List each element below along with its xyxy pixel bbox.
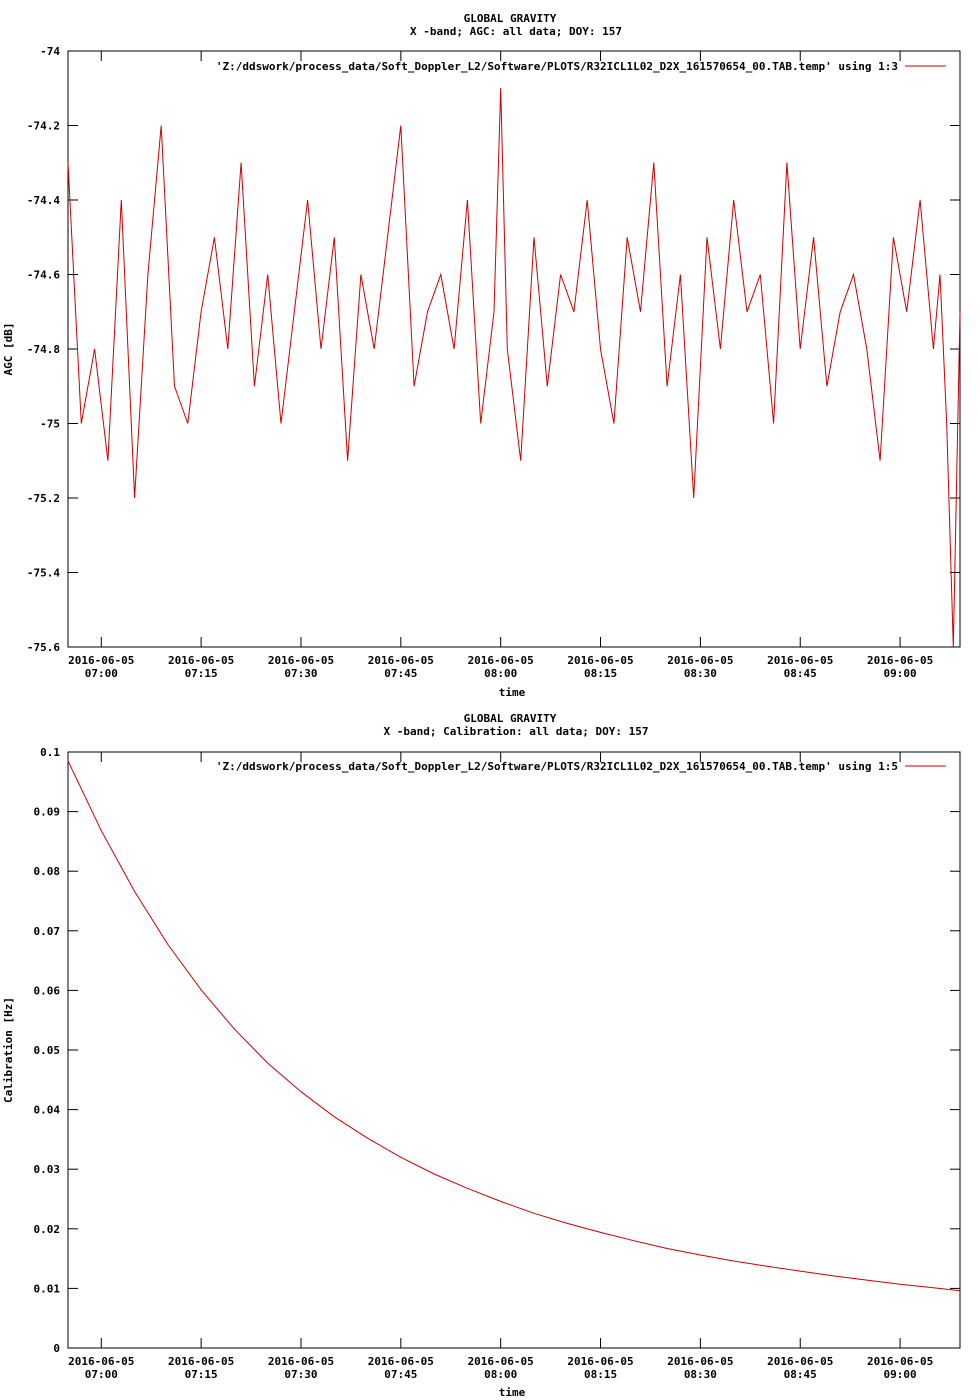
agc-x-tick-date: 2016-06-05 [467,654,534,667]
agc-y-tick-label: -74 [40,45,60,58]
calibration-x-tick-date: 2016-06-05 [267,1355,335,1368]
calibration-x-tick-time: 07:15 [184,1368,218,1381]
calibration-y-tick-label: 0.02 [33,1222,60,1236]
calibration-x-axis [68,752,933,1381]
calibration-x-tick-date: 2016-06-05 [567,1355,634,1368]
agc-y-tick-label: -74.4 [26,194,60,207]
calibration-x-tick-time: 07:30 [284,1368,318,1381]
agc-y-axis-label: AGC [dB] [2,322,15,376]
calibration-x-tick-time: 08:30 [683,1368,717,1381]
agc-y-tick-label: -75 [40,417,60,431]
calibration-x-tick-time: 07:00 [84,1368,118,1381]
calibration-y-tick-label: 0.01 [33,1282,60,1296]
calibration-x-tick-time: 08:45 [783,1368,817,1381]
agc-x-axis-label: time [498,686,526,699]
agc-x-tick-time: 07:00 [84,667,118,680]
calibration-chart-title: GLOBAL GRAVITY [463,712,557,725]
agc-x-tick-date: 2016-06-05 [68,654,135,667]
calibration-x-tick-date: 2016-06-05 [367,1355,434,1368]
calibration-y-axis-label: Calibration [Hz] [2,997,15,1103]
agc-y-tick-label: -74.6 [26,268,60,282]
calibration-x-axis-label: time [498,1386,526,1399]
agc-x-tick-time: 08:45 [783,667,817,680]
agc-y-axis [27,45,960,654]
calibration-x-tick-time: 09:00 [883,1368,917,1381]
calibration-x-tick-time: 08:15 [583,1368,618,1381]
agc-x-axis [68,51,933,680]
agc-x-tick-time: 07:45 [384,667,418,680]
calibration-x-tick-date: 2016-06-05 [767,1355,834,1368]
agc-x-tick-time: 09:00 [883,667,917,680]
calibration-y-tick-label: 0.1 [40,746,60,759]
agc-x-tick-date: 2016-06-05 [367,654,434,667]
calibration-x-tick-date: 2016-06-05 [168,1355,235,1368]
calibration-y-tick-label: 0.07 [33,924,60,938]
calibration-x-tick-date: 2016-06-05 [866,1355,934,1368]
agc-y-tick-label: -75.4 [26,566,60,580]
agc-x-tick-date: 2016-06-05 [866,654,934,667]
calibration-plot-frame [68,752,960,1348]
agc-x-tick-date: 2016-06-05 [168,654,235,667]
agc-x-tick-date: 2016-06-05 [267,654,335,667]
agc-x-tick-date: 2016-06-05 [667,654,734,667]
agc-x-tick-time: 08:30 [683,667,717,680]
calibration-y-tick-label: 0.08 [33,865,60,879]
agc-chart-subtitle: X -band; AGC: all data; DOY: 157 [410,25,622,38]
calibration-y-tick-label: 0.04 [33,1103,60,1117]
agc-chart-title: GLOBAL GRAVITY [463,12,557,25]
agc-y-tick-label: -74.8 [26,343,60,356]
calibration-y-tick-label: 0 [53,1342,60,1355]
agc-x-tick-date: 2016-06-05 [567,654,634,667]
calibration-x-tick-time: 07:45 [384,1368,418,1381]
agc-x-tick-date: 2016-06-05 [767,654,834,667]
calibration-chart [2,712,960,1399]
calibration-legend-label: 'Z:/ddswork/process_data/Soft_Doppler_L2/Software/PLOTS/R32ICL1L02_D2X_161570654_00.TAB.temp' using 1:5 [215,760,898,773]
agc-y-tick-label: -74.2 [26,119,60,133]
calibration-y-tick-label: 0.03 [33,1163,60,1177]
agc-legend-label: 'Z:/ddswork/process_data/Soft_Doppler_L2/Software/PLOTS/R32ICL1L02_D2X_161570654_00.TAB.temp' using 1:3 [215,60,898,73]
calibration-chart-subtitle: X -band; Calibration: all data; DOY: 157 [383,725,649,738]
agc-y-tick-label: -75.6 [26,641,60,654]
calibration-y-tick-label: 0.06 [33,984,60,998]
agc-x-tick-time: 07:30 [284,667,318,680]
agc-chart [2,12,960,699]
calibration-y-tick-label: 0.05 [33,1044,60,1057]
calibration-y-tick-label: 0.09 [33,805,60,819]
calibration-x-tick-date: 2016-06-05 [467,1355,534,1368]
agc-y-tick-label: -75.2 [26,492,60,505]
calibration-x-tick-date: 2016-06-05 [667,1355,734,1368]
agc-x-tick-time: 08:00 [484,667,518,680]
calibration-x-tick-date: 2016-06-05 [68,1355,135,1368]
calibration-y-axis [34,746,961,1355]
agc-x-tick-time: 07:15 [184,667,218,680]
agc-x-tick-time: 08:15 [583,667,618,680]
agc-series-line [68,88,960,647]
calibration-series-line [68,761,960,1291]
calibration-x-tick-time: 08:00 [484,1368,518,1381]
agc-plot-frame [68,51,960,647]
